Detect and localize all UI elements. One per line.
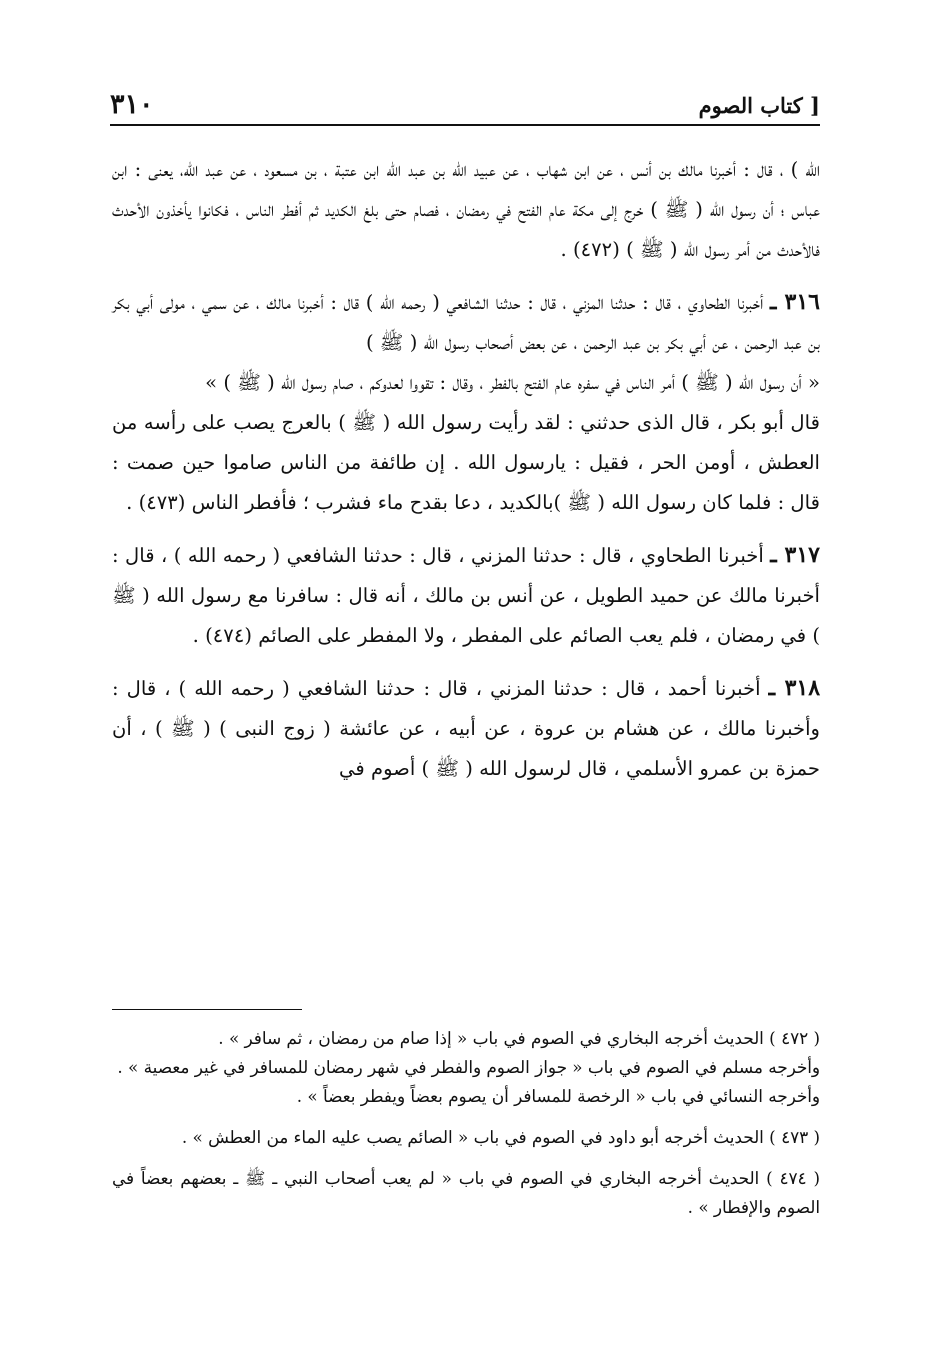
hadith-number: ٣١٧ ـ [770,542,820,568]
footnote-472-line3: وأخرجه النسائي في باب « الرخصة للمسافر أن يصوم بعضاً ويفطر بعضاً » . [296,1086,820,1106]
footnotes [112,1024,820,1222]
hadith-317 [112,535,820,656]
hadith-chain: أخبرنا الطحاوي ، قال : حدثنا المزني ، قال : حدثنا الشافعي ( رحمه الله ) قال : أخبرنا مالك ، عن سمي ، مولى أبي بكر بن عبد الرحمن ، عن أبي بكر بن عبد الرحمن ، عن بعض أصحاب رسول الله ( ﷺ ) [112,291,820,354]
hadith-text: أخبرنا أحمد ، قال : حدثنا المزني ، قال : حدثنا الشافعي ( رحمه الله ) ، قال : وأخبرنا مالك ، عن هشام بن عروة ، عن أبيه ، عن عائشة ( زوج النبى ) ( ﷺ ) ، أن حمزة بن عمرو الأسلمي ، قال لرسول الله ( ﷺ ) أصوم في [112,677,820,780]
intro-paragraph: الله ) ، قال : أخبرنا مالك بن أنس ، عن ابن شهاب ، عن عبيد الله بن عبد الله ابن عتبة ، بن مسعود ، عن عبد الله، يعنى : ابن عباس ؛ أن رسول الله ( ﷺ ) خرج إلى مكة عام الفتح في رمضان ، فصام حتى بلغ الكديد ثم أفطر الناس ، فكانوا يأخذون الأحدث فالأحدث من أمر رسول الله ( ﷺ ) (٤٧٢) . [112,158,820,261]
page-number: ٣١٠ [110,89,154,120]
hadith-316-quote: « أن رسول الله ( ﷺ ) أمر الناس في سفره عام الفتح بالفطر ، وقال : تقووا لعدوكم ، صام رسول الله ( ﷺ ) » [205,371,820,394]
footnote-473: ( ٤٧٣ ) الحديث أخرجه أبو داود في الصوم في باب « الصائم يصب عليه الماء من العطش » . [181,1127,820,1147]
hadith-number: ٣١٦ ـ [770,289,820,315]
hadith-316 [112,282,820,363]
footnote-472-line2: وأخرجه مسلم في الصوم في باب « جواز الصوم والفطر في شهر رمضان للمسافر في غير معصية » . [117,1057,820,1077]
running-title: [ كتاب الصوم [698,93,820,118]
footnote-474: ( ٤٧٤ ) الحديث أخرجه البخاري في الصوم في باب « لم يعب أصحاب النبي ـ ﷺ ـ بعضهم بعضاً في الصوم والإفطار » . [112,1168,820,1217]
hadith-number: ٣١٨ ـ [768,675,821,701]
footnote-472-line1: ( ٤٧٢ ) الحديث أخرجه البخاري في الصوم في باب « إذا صام من رمضان ، ثم سافر » . [218,1028,820,1048]
main-text [112,150,820,789]
page-header [110,80,820,126]
hadith-318 [112,668,820,789]
hadith-316-continuation: قال أبو بكر ، قال الذى حدثني : لقد رأيت رسول الله ( ﷺ ) بالعرج يصب على رأسه من العطش ، أومن الحر ، فقيل : يارسول الله . إن طائفة من الناس صاموا حين صمت : قال : فلما كان رسول الله ( ﷺ )بالكديد ، دعا بقدح ماء فشرب ؛ فأفطر الناس (٤٧٣) . [112,411,820,514]
hadith-text: أخبرنا الطحاوي ، قال : حدثنا المزني ، قال : حدثنا الشافعي ( رحمه الله ) ، قال : أخبرنا مالك عن حميد الطويل ، عن أنس بن مالك ، أنه قال : سافرنا مع رسول الله ( ﷺ ) في رمضان ، فلم يعب الصائم على المفطر ، ولا المفطر على الصائم (٤٧٤) . [112,544,820,647]
footnote-separator [112,1009,302,1010]
